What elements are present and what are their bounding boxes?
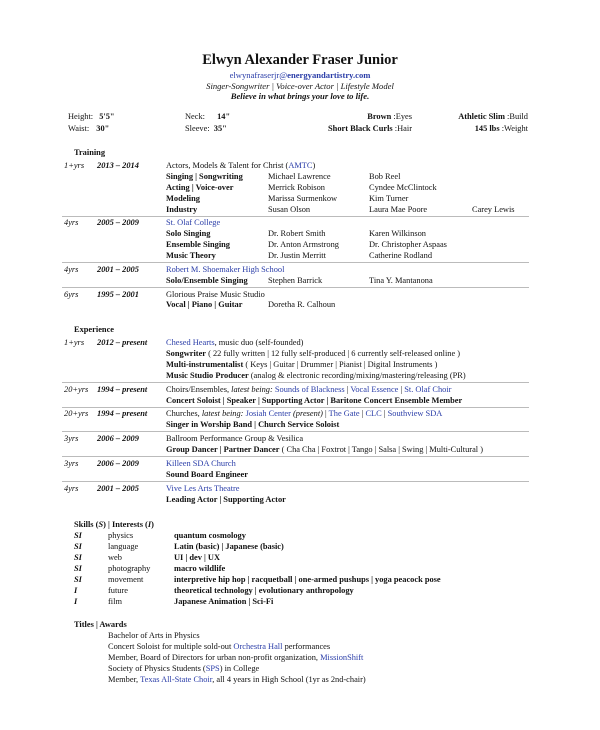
- resume-name: Elwyn Alexander Fraser Junior: [202, 52, 398, 68]
- training-subject: Singing | Songwriting: [166, 172, 243, 181]
- sps-link[interactable]: SPS: [205, 664, 220, 673]
- training-heading: Training: [74, 148, 106, 157]
- skill-value: Latin (basic) | Japanese (basic): [174, 542, 284, 551]
- training-instructor: Tina Y. Mantanona: [369, 276, 433, 285]
- titles-heading: Titles | Awards: [74, 620, 127, 629]
- training-duration: 6yrs: [64, 290, 79, 299]
- divider: [62, 431, 529, 432]
- training-instructor: Marissa Surmenkow: [268, 194, 338, 203]
- training-instructor: Merrick Robison: [268, 183, 325, 192]
- email-user: elwynafraserjr@: [229, 70, 288, 80]
- training-instructor: Bob Reel: [369, 172, 401, 181]
- vive-les-arts-link[interactable]: Vive Les Arts Theatre: [166, 484, 240, 493]
- skill-category: physics: [108, 531, 134, 540]
- title-item: Member, Board of Directors for urban non-profit organization, MissionShift: [108, 653, 364, 662]
- training-instructor: Dr. Christopher Aspaas: [369, 240, 447, 249]
- training-instructor: Dr. Robert Smith: [268, 229, 326, 238]
- exp-duration: 20+yrs: [64, 385, 89, 394]
- exp-duration: 3yrs: [64, 459, 79, 468]
- skill-key: SI: [74, 553, 82, 562]
- sleeve-stat: Sleeve: 35": [185, 124, 227, 133]
- the-gate-link[interactable]: The Gate: [328, 409, 360, 418]
- exp-line: Multi-instrumentalist ( Keys | Guitar | Drummer | Pianist | Digital Instruments ): [166, 360, 438, 369]
- training-dates: 2001 – 2005: [97, 265, 139, 274]
- divider: [62, 382, 529, 383]
- southview-sda-link[interactable]: Southview SDA: [387, 409, 443, 418]
- training-instructor: Cyndee McClintock: [369, 183, 437, 192]
- training-instructor: Kim Turner: [369, 194, 409, 203]
- skill-key: SI: [74, 575, 82, 584]
- vocal-essence-link[interactable]: Vocal Essence: [350, 385, 399, 394]
- exp-dates: 1994 – present: [97, 409, 148, 418]
- skill-category: film: [108, 597, 122, 606]
- exp-dates: 1994 – present: [97, 385, 148, 394]
- skill-key: SI: [74, 564, 82, 573]
- amtc-link[interactable]: AMTC: [288, 161, 313, 170]
- training-dates: 1995 – 2001: [97, 290, 139, 299]
- training-org: Actors, Models & Talent for Christ (AMTC): [166, 161, 316, 170]
- exp-org: Ballroom Performance Group & Vesilica: [166, 434, 304, 443]
- training-dates: 2013 – 2014: [97, 161, 139, 170]
- skill-category: web: [108, 553, 122, 562]
- st-olaf-choir-link[interactable]: St. Olaf Choir: [404, 385, 452, 394]
- contact-email[interactable]: [0, 71, 600, 80]
- roles-line: Singer-Songwriter | Voice-over Actor | Lifestyle Model: [206, 81, 394, 91]
- sounds-of-blackness-link[interactable]: Sounds of Blackness: [274, 385, 345, 394]
- skill-value: interpretive hip hop | racquetball | one-armed pushups | yoga peacock pose: [174, 575, 441, 584]
- training-instructor: Dr. Justin Merritt: [268, 251, 326, 260]
- waist-stat: Waist: 30": [68, 124, 110, 133]
- hair-stat: Short Black Curls :Hair: [328, 124, 412, 133]
- exp-line: Leading Actor | Supporting Actor: [166, 495, 286, 504]
- skill-value: UI | dev | UX: [174, 553, 221, 562]
- build-stat: Athletic Slim :Build: [458, 112, 528, 121]
- josiah-center-link[interactable]: Josiah Center: [245, 409, 291, 418]
- motto-line: Believe in what brings your love to life.: [230, 91, 370, 101]
- training-subject: Ensemble Singing: [166, 240, 230, 249]
- training-instructor: Doretha R. Calhoun: [268, 300, 336, 309]
- skill-category: photography: [108, 564, 151, 573]
- exp-line: Concert Soloist | Speaker | Supporting Actor | Baritone Concert Ensemble Member: [166, 396, 463, 405]
- skill-category: movement: [108, 575, 144, 584]
- training-subject: Solo/Ensemble Singing: [166, 276, 248, 285]
- weight-stat: 145 lbs :Weight: [474, 124, 528, 133]
- exp-org: Churches, latest being: Josiah Center (present) | The Gate | CLC | Southview SDA: [166, 409, 443, 418]
- exp-dates: 2006 – 2009: [97, 459, 139, 468]
- training-instructor: Carey Lewis: [472, 205, 515, 214]
- st-olaf-link[interactable]: St. Olaf College: [166, 218, 221, 227]
- killeen-sda-link[interactable]: Killeen SDA Church: [166, 459, 236, 468]
- training-duration: 4yrs: [64, 265, 79, 274]
- training-subject: Industry: [166, 205, 198, 214]
- clc-link[interactable]: CLC: [365, 409, 382, 418]
- training-instructor: Dr. Anton Armstrong: [268, 240, 339, 249]
- exp-line: Music Studio Producer (analog & electronic recording/mixing/mastering/releasing (PR): [166, 371, 466, 380]
- training-instructor: Stephen Barrick: [268, 276, 323, 285]
- shoemaker-link[interactable]: Robert M. Shoemaker High School: [166, 265, 285, 274]
- title-item: Member, Texas All-State Choir, all 4 years in High School (1yr as 2nd-chair): [108, 675, 366, 684]
- exp-duration: 4yrs: [64, 484, 79, 493]
- training-subject: Acting | Voice-over: [166, 183, 234, 192]
- training-dates: 2005 – 2009: [97, 218, 139, 227]
- title-item: Society of Physics Students (SPS) in College: [108, 664, 260, 673]
- training-instructor: Karen Wilkinson: [369, 229, 426, 238]
- exp-org: Choirs/Ensembles, latest being: Sounds of Blackness | Vocal Essence | St. Olaf Choir: [166, 385, 452, 394]
- experience-heading: Experience: [74, 325, 115, 334]
- training-duration: 1+yrs: [64, 161, 85, 170]
- skill-key: SI: [74, 542, 82, 551]
- divider: [62, 407, 529, 408]
- missionshift-link[interactable]: MissionShift: [320, 653, 364, 662]
- exp-duration: 3yrs: [64, 434, 79, 443]
- divider: [62, 456, 529, 457]
- exp-dates: 2006 – 2009: [97, 434, 139, 443]
- title-item: Concert Soloist for multiple sold-out Orchestra Hall performances: [108, 642, 331, 651]
- eyes-stat: Brown :Eyes: [367, 112, 412, 121]
- exp-line: Songwriter ( 22 fully written | 12 fully self-produced | 6 currently self-released online ): [166, 349, 461, 358]
- training-instructor: Laura Mae Poore: [369, 205, 428, 214]
- skill-value: Japanese Animation | Sci-Fi: [174, 597, 274, 606]
- training-instructor: Michael Lawrence: [268, 172, 331, 181]
- training-subject: Vocal | Piano | Guitar: [166, 300, 243, 309]
- neck-stat: Neck: 14": [185, 112, 231, 121]
- training-duration: 4yrs: [64, 218, 79, 227]
- exp-line: Sound Board Engineer: [166, 470, 248, 479]
- training-subject: Music Theory: [166, 251, 216, 260]
- training-instructor: Susan Olson: [268, 205, 311, 214]
- exp-duration: 1+yrs: [64, 338, 85, 347]
- training-org: Glorious Praise Music Studio: [166, 290, 265, 299]
- skill-category: future: [108, 586, 128, 595]
- height-stat: Height: 5'5": [68, 112, 115, 121]
- training-instructor: Catherine Rodland: [369, 251, 433, 260]
- exp-line: Singer in Worship Band | Church Service Soloist: [166, 420, 340, 429]
- chesed-hearts-link[interactable]: Chesed Hearts: [166, 338, 215, 347]
- exp-dates: 2001 – 2005: [97, 484, 139, 493]
- exp-org: Chesed Hearts, music duo (self-founded): [166, 338, 304, 347]
- email-domain: energyandartistry.com: [287, 70, 371, 80]
- skill-key: I: [74, 586, 78, 595]
- training-subject: Solo Singing: [166, 229, 211, 238]
- skill-value: quantum cosmology: [174, 531, 246, 540]
- exp-line: Group Dancer | Partner Dancer ( Cha Cha | Foxtrot | Tango | Salsa | Swing | Multi-Cultural ): [166, 445, 484, 454]
- divider: [62, 481, 529, 482]
- training-subject: Modeling: [166, 194, 200, 203]
- divider: [62, 216, 529, 217]
- skill-key: I: [74, 597, 78, 606]
- skills-heading: Skills (S) | Interests (I): [74, 520, 154, 529]
- skill-value: macro wildlife: [174, 564, 226, 573]
- exp-dates: 2012 – present: [97, 338, 148, 347]
- exp-duration: 20+yrs: [64, 409, 89, 418]
- title-item: Bachelor of Arts in Physics: [108, 631, 200, 640]
- texas-all-state-choir-link[interactable]: Texas All-State Choir: [140, 675, 213, 684]
- divider: [62, 287, 529, 288]
- skill-key: SI: [74, 531, 82, 540]
- orchestra-hall-link[interactable]: Orchestra Hall: [233, 642, 283, 651]
- divider: [62, 262, 529, 263]
- skill-category: language: [108, 542, 139, 551]
- skill-value: theoretical technology | evolutionary anthropology: [174, 586, 354, 595]
